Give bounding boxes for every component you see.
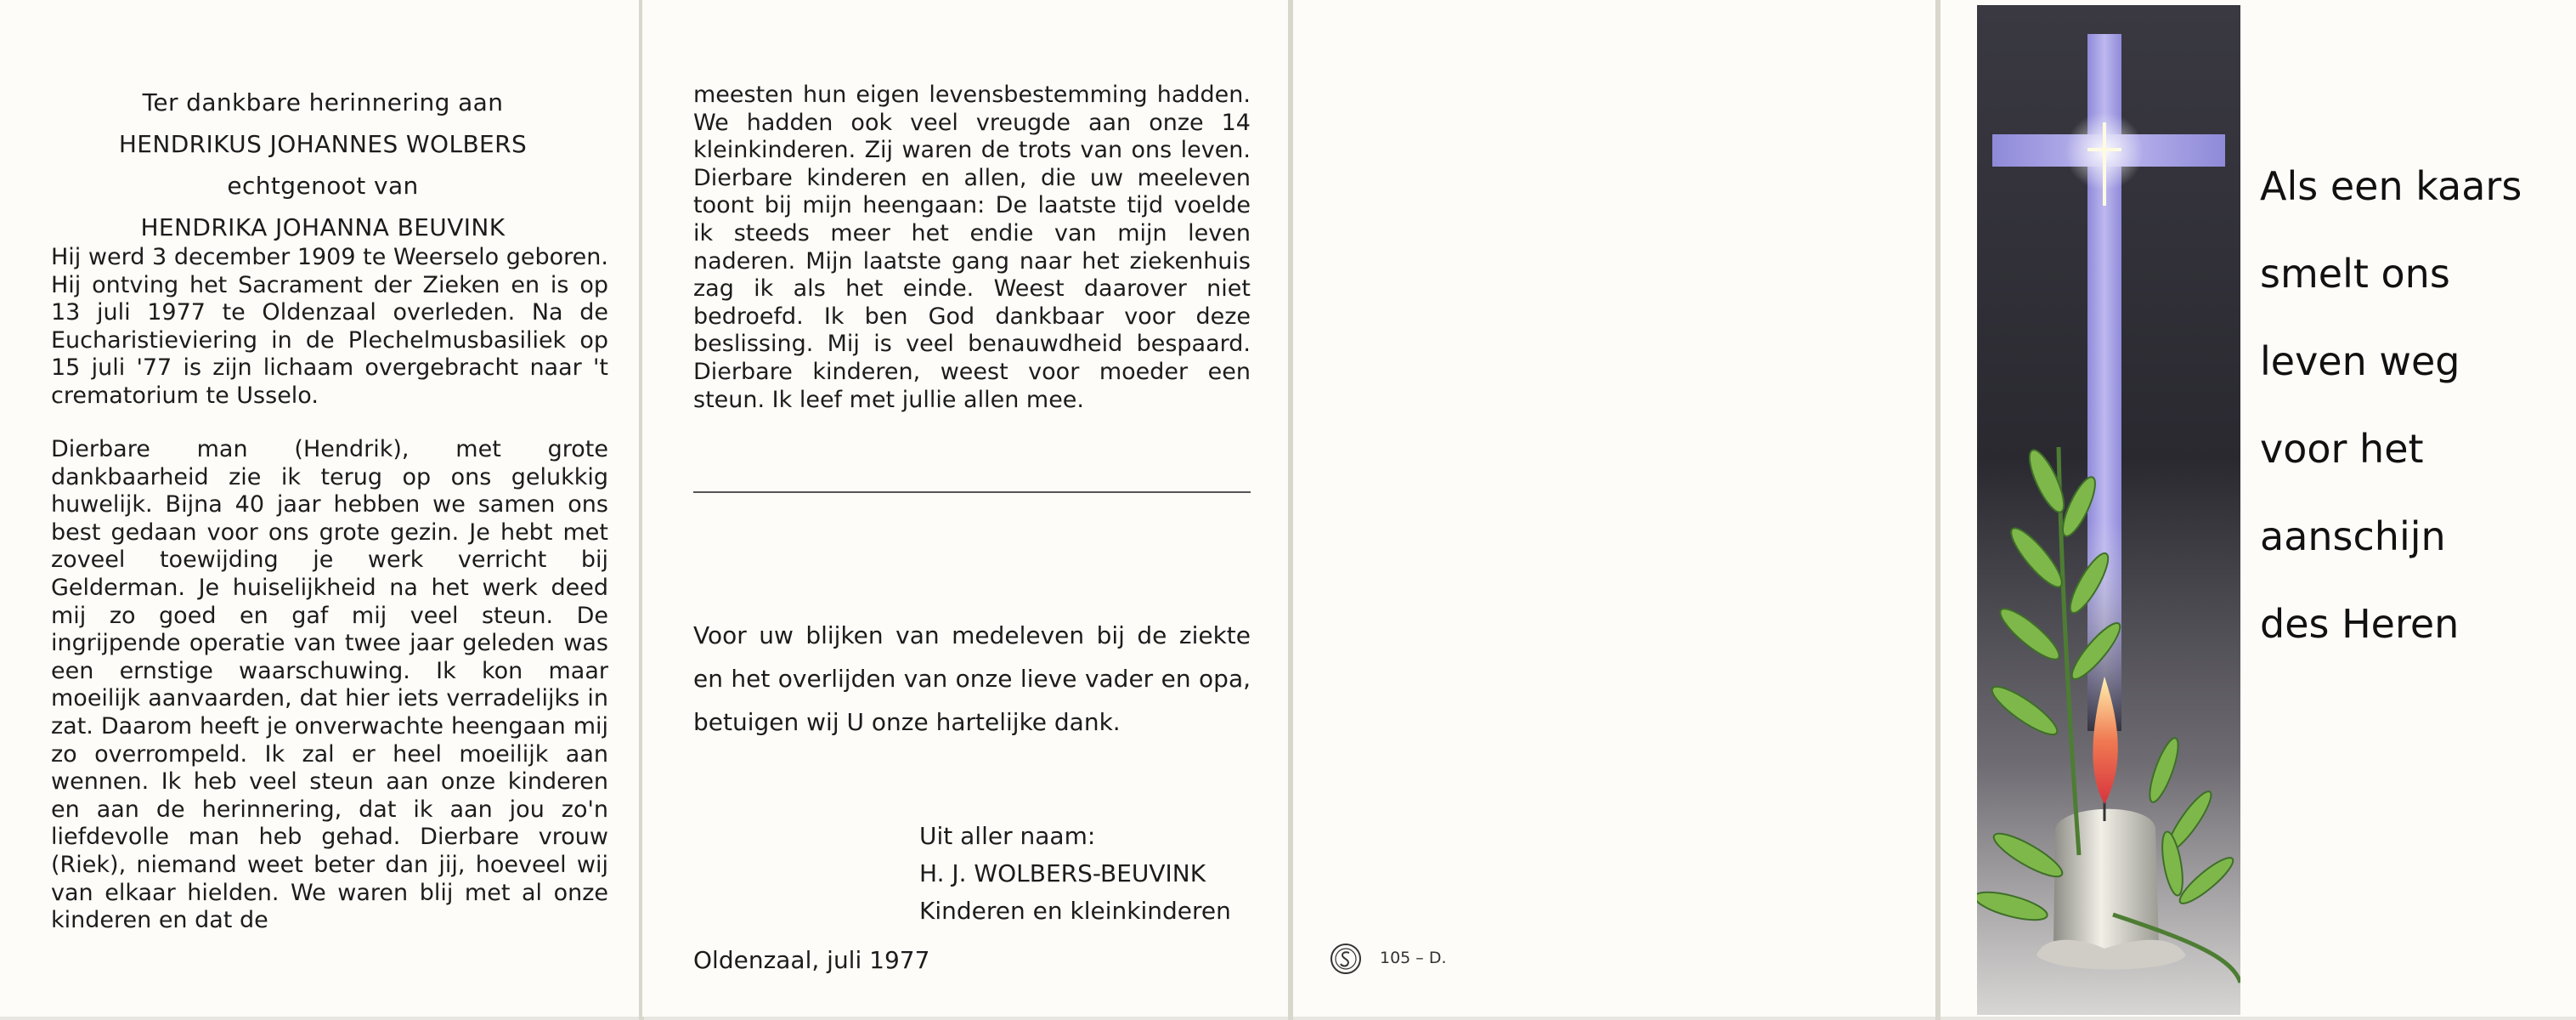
signature-block xyxy=(919,818,1276,930)
message-continued-paragraph: meesten hun eigen levensbestemming hadden. We hadden ook veel vreugde aan onze 14 kleinkinderen. Zij waren de trots van ons leven. Dierbare kinderen en allen, die uw meeleven toont bij mijn heengaan: De laatste tijd voelde ik steeds meer het endie van mijn leven naderen. Mijn laatste gang naar het ziekenhuis zag ik als het einde. Weest daarover niet bedroefd. Ik ben God dankbaar voor deze beslissing. Mij is veel benauwdheid bespaard. Dierbare kinderen, weest voor moeder een steun. Ik leef met jullie allen mee. xyxy=(693,82,1251,413)
heading xyxy=(51,82,595,248)
publisher-code: 105 – D. xyxy=(1380,949,1447,967)
heading-deceased-name: HENDRIKUS JOHANNES WOLBERS xyxy=(118,130,528,158)
place-date: Oldenzaal, juli 1977 xyxy=(693,946,930,974)
right-inner-panel xyxy=(642,0,1288,1017)
signature-name: H. J. WOLBERS-BEUVINK xyxy=(919,859,1206,887)
cross-candle-olive-branch-illustration xyxy=(1977,5,2240,1015)
back-cover-panel xyxy=(1293,0,1935,1017)
thanks-paragraph: Voor uw blijken van medeleven bij de ziekte en het overlijden van onze lieve vader en opa, betuigen wij U onze hartelijke dank. xyxy=(693,621,1251,736)
message-paragraph: Dierbare man (Hendrik), met grote dankbaarheid zie ik terug op ons gelukkig huwelijk. Bijna 40 jaar hebben we samen ons best gedaan voor ons grote gezin. Je hebt met zoveel toewijding je werk verricht bij Gelderman. Je huiselijkheid na het werk deed mij zo goed en gaf mij veel steun. De ingrijpende operatie van twee jaar geleden was een ernstige waarschuwing. Ik kon maar moeilijk aanvaarden, dat hier iets verradelijks in zat. Daarom heeft je onverwachte heengaan mij zo overrompeld. Ik zal er heel moeilijk aan wennen. Ik heb veel steun aan onze kinderen en aan de herinnering, dat ik aan jou zo'n liefdevolle man heb gehad. Dierbare vrouw (Riek), niemand weet beter dan jij, hoeveel wij van elkaar hielden. We waren blij met al onze kinderen en dat de xyxy=(51,436,608,934)
divider-rule xyxy=(693,491,1251,493)
poem-line-6: des Heren xyxy=(2260,601,2460,647)
signature-family: Kinderen en kleinkinderen xyxy=(919,897,1231,925)
heading-dedication: Ter dankbare herinnering aan xyxy=(142,88,504,116)
poem-line-5: aanschijn xyxy=(2260,513,2446,559)
biography-paragraph: Hij werd 3 december 1909 te Weerselo geboren. Hij ontving het Sacrament der Zieken en is op 13 juli 1977 te Oldenzaal overleden. Na de Eucharistieviering in de Plechelmusbasiliek op 15 juli '77 is zijn lichaam overgebracht naar 't crematorium te Usselo. xyxy=(51,244,608,409)
poem xyxy=(2260,143,2566,668)
heading-relation: echtgenoot van xyxy=(227,172,419,200)
poem-line-3: leven weg xyxy=(2260,338,2460,384)
left-inner-panel xyxy=(0,0,639,1017)
heading-spouse-name: HENDRIKA JOHANNA BEUVINK xyxy=(140,213,506,241)
poem-line-4: voor het xyxy=(2260,426,2424,472)
poem-line-2: smelt ons xyxy=(2260,251,2450,297)
poem-line-1: Als een kaars xyxy=(2260,163,2522,209)
front-cover-panel xyxy=(1940,0,2576,1017)
signature-intro: Uit aller naam: xyxy=(919,822,1096,850)
publisher-monogram-icon xyxy=(1329,942,1363,976)
